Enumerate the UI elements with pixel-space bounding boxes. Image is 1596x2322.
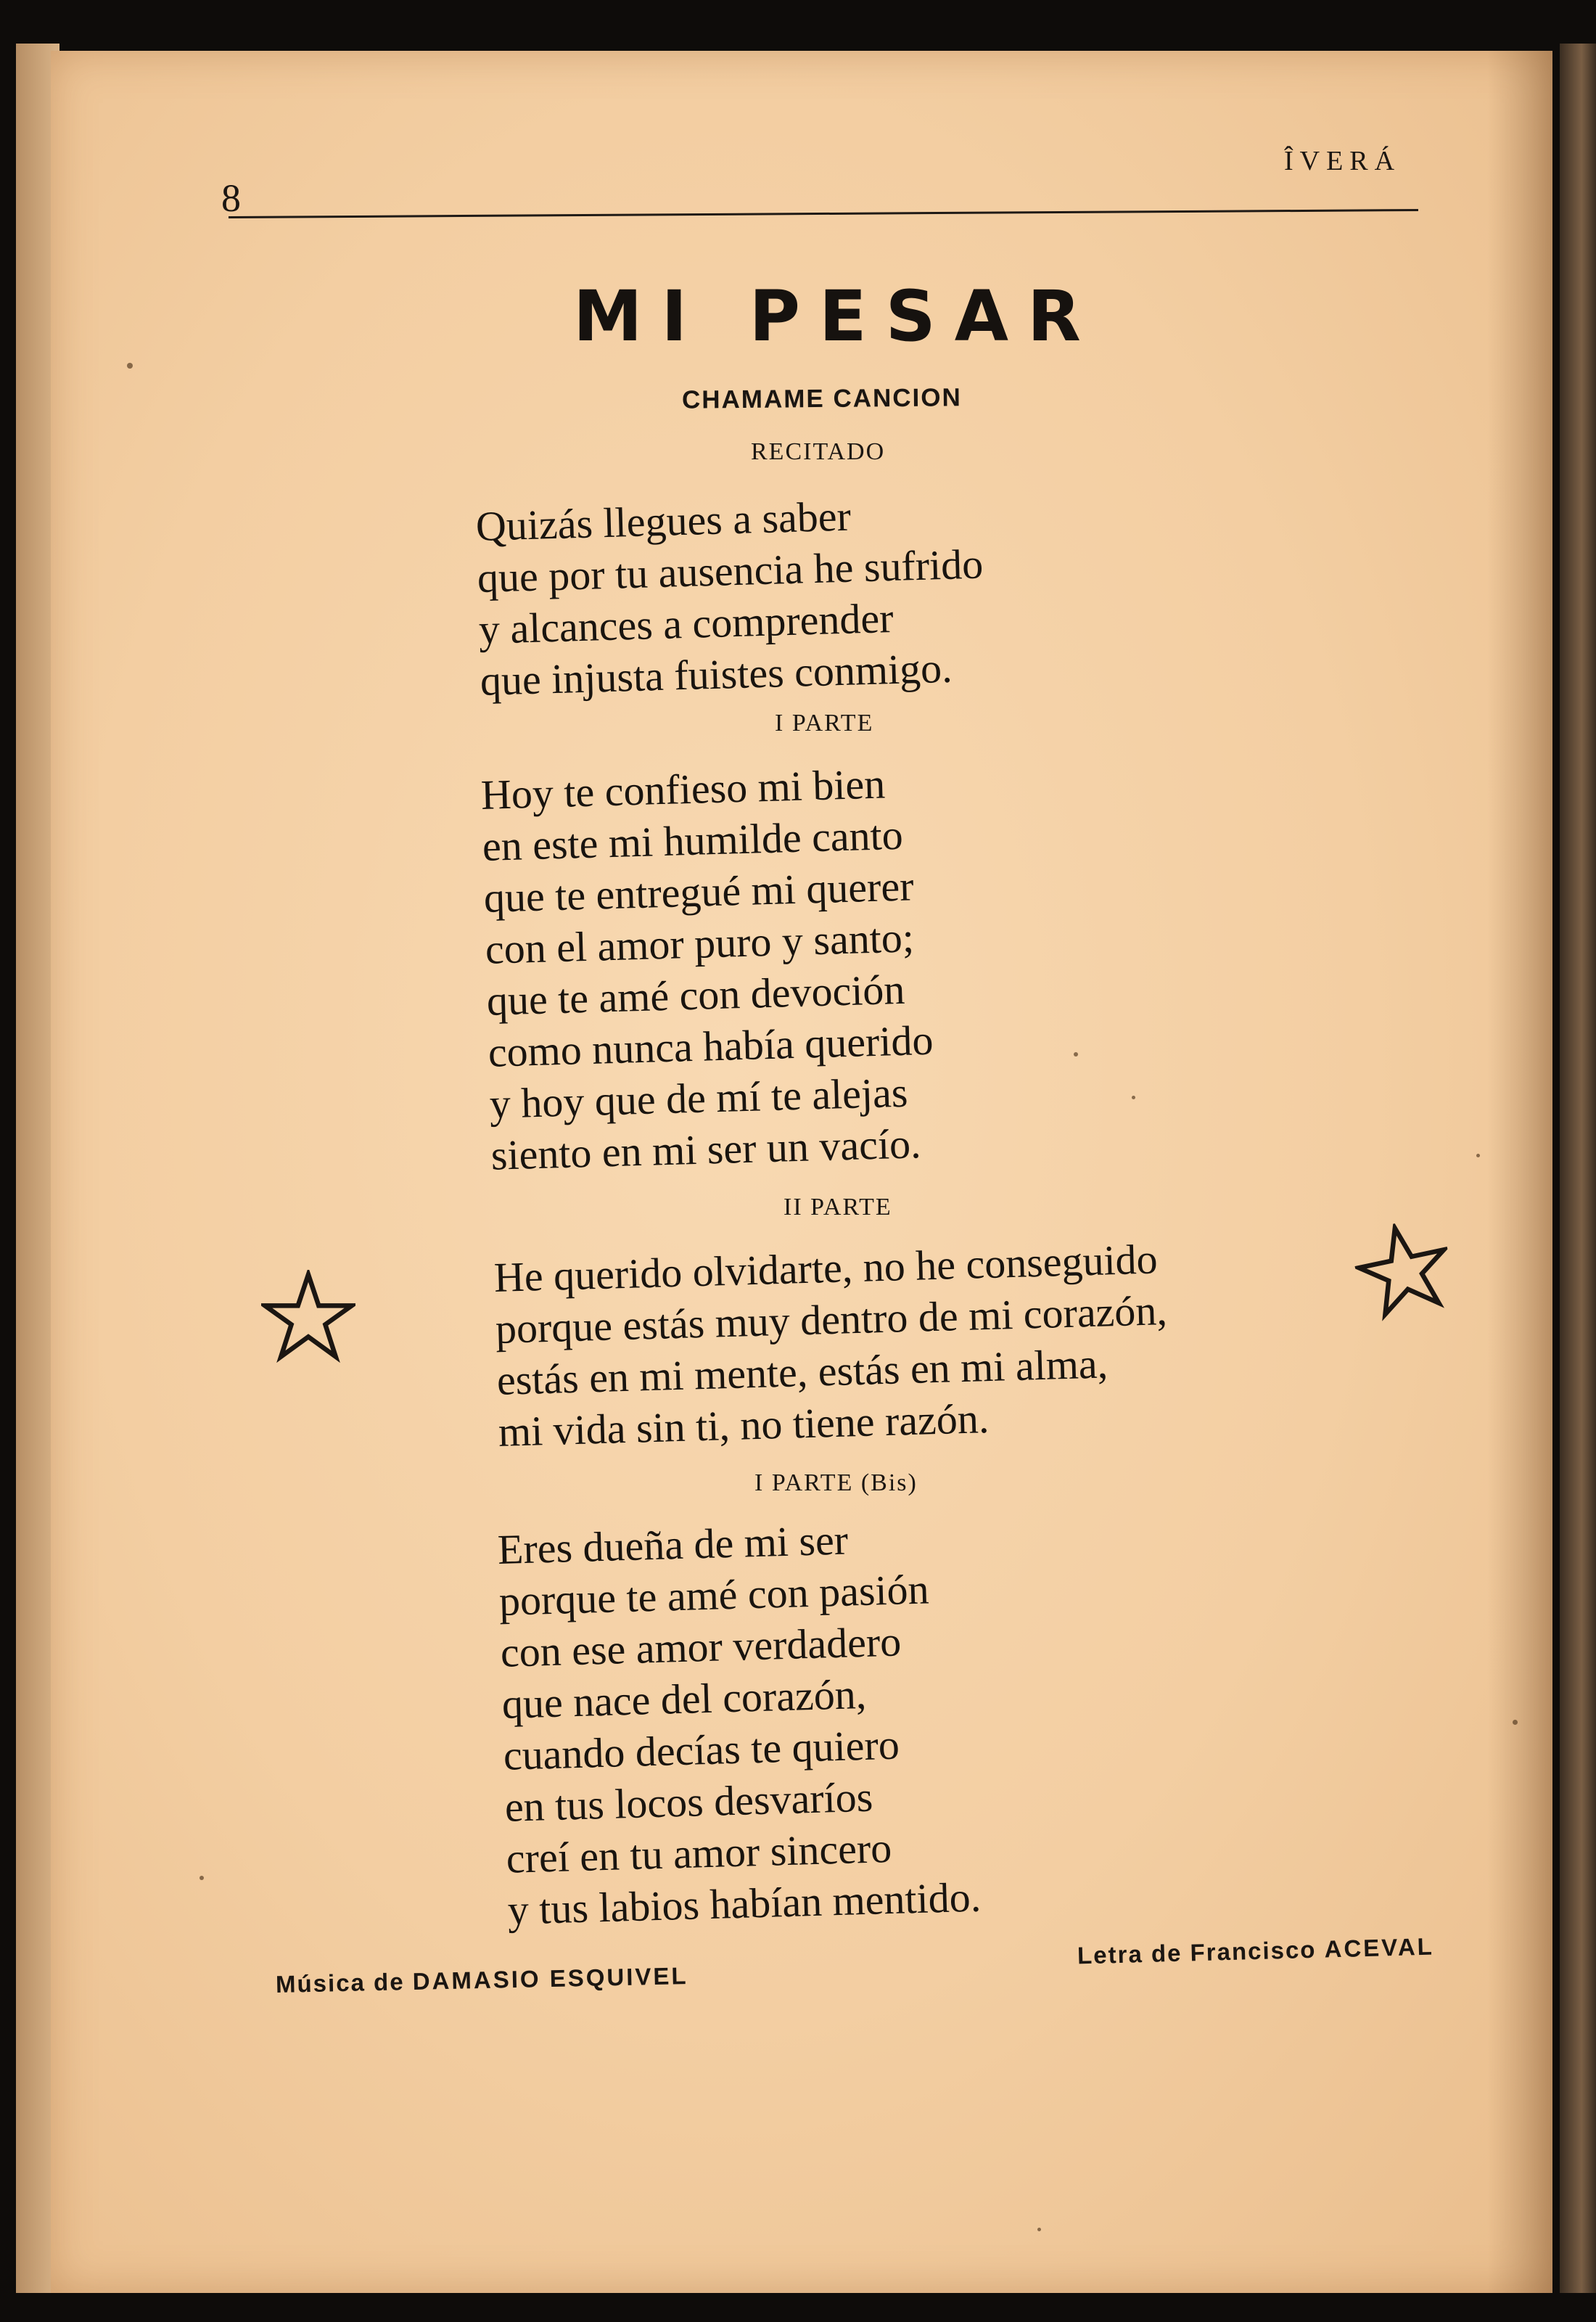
verse-line: porque te amé con pasión <box>498 1565 930 1625</box>
verse-line: que nace del corazón, <box>501 1670 868 1728</box>
verse-line: creí en tu amor sincero <box>505 1823 893 1882</box>
verse-line: y tus labios habían mentido. <box>506 1873 982 1934</box>
verse-line: que injusta fuistes conmigo. <box>480 644 953 705</box>
verse-line: y hoy que de mí te alejas <box>488 1068 909 1128</box>
star-ornament-left-icon <box>261 1270 355 1364</box>
music-credit-name: DAMASIO ESQUIVEL <box>412 1962 688 1995</box>
star-ornament-right-icon <box>1348 1214 1460 1326</box>
verse-line: cuando decías te quiero <box>503 1720 900 1779</box>
stanza-ii-parte <box>493 1233 1171 1458</box>
verse-line: estás en mi mente, estás en mi alma, <box>496 1340 1108 1404</box>
music-credit <box>276 1962 688 1998</box>
stanza-i-parte <box>480 757 937 1181</box>
lyrics-credit <box>1077 1933 1435 1970</box>
music-credit-prefix: Música de <box>275 1968 405 1998</box>
lyrics-credit-prefix: Letra de Francisco <box>1077 1935 1317 1969</box>
section-label-i-parte-bis: I PARTE (Bis) <box>754 1469 918 1496</box>
verse-line: que te amé con devoción <box>486 965 906 1025</box>
stanza-i-parte-bis <box>497 1511 982 1936</box>
verse-line: que por tu ausencia he sufrido <box>477 540 984 602</box>
header-rule <box>229 209 1418 218</box>
verse-line: Eres dueña de mi ser <box>497 1516 849 1573</box>
verse-line: He querido olvidarte, no he conseguido <box>493 1235 1159 1301</box>
verse-line: Quizás llegues a saber <box>475 492 852 550</box>
verse-line: siento en mi ser un vacío. <box>490 1120 922 1179</box>
verse-line: en este mi humilde canto <box>482 811 904 870</box>
verse-line: con el amor puro y santo; <box>485 914 915 973</box>
verse-line: y alcances a comprender <box>478 594 894 653</box>
section-label-recitado: RECITADO <box>751 438 886 465</box>
lyrics-credit-name: ACEVAL <box>1324 1932 1435 1963</box>
verse-line: porque estás muy dentro de mi corazón, <box>495 1287 1168 1353</box>
verse-line: que te entregué mi querer <box>483 862 915 922</box>
book-page <box>51 51 1552 2293</box>
section-label-i-parte: I PARTE <box>775 710 874 737</box>
page-fold-shadow <box>1487 51 1552 2293</box>
page-number: 8 <box>221 176 241 220</box>
adjacent-page-edge <box>1560 44 1596 2293</box>
verse-line: como nunca había querido <box>487 1016 934 1076</box>
section-label-ii-parte: II PARTE <box>783 1194 892 1221</box>
verse-line: en tus locos desvaríos <box>503 1773 874 1831</box>
song-subtitle: CHAMAME CANCION <box>681 383 962 414</box>
verse-line: Hoy te confieso mi bien <box>480 760 887 819</box>
verse-line: con ese amor verdadero <box>500 1617 902 1676</box>
running-head: ÎVERÁ <box>1284 146 1402 176</box>
verse-line: mi vida sin ti, no tiene razón. <box>498 1395 990 1456</box>
song-title: MI PESAR <box>573 276 1100 357</box>
stanza-recitado <box>475 487 987 707</box>
